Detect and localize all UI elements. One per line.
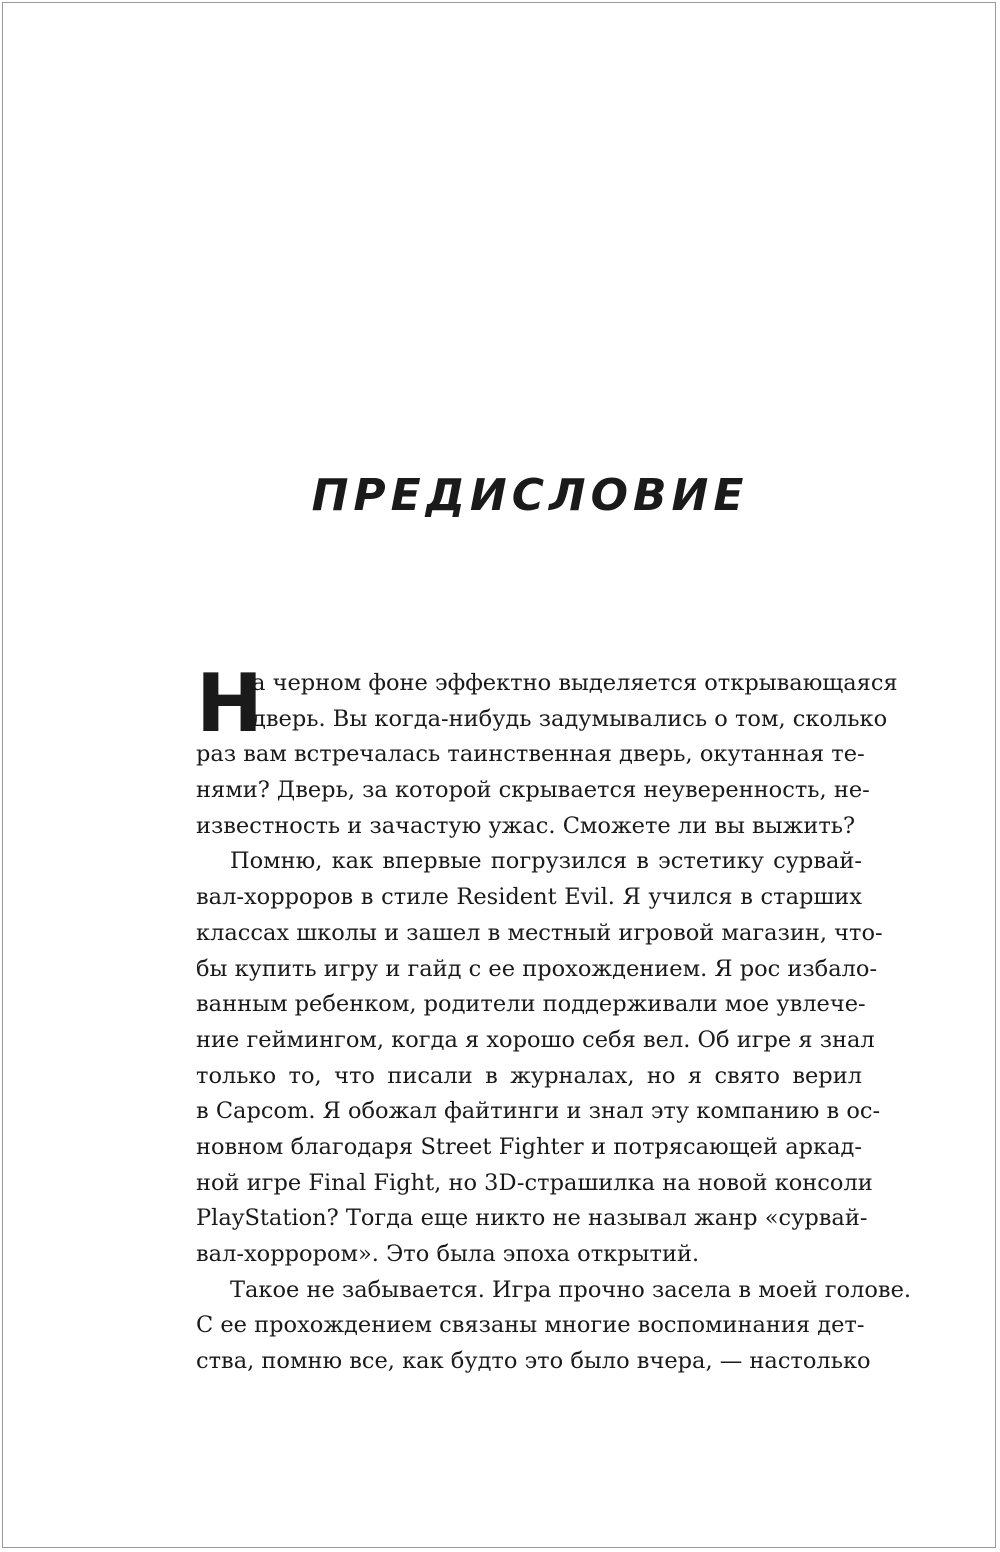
- text-line: Такое не забывается. Игра прочно засела в моей голове.: [230, 1276, 912, 1303]
- text-line: ванным ребенком, родители поддерживали мое увлече-: [196, 991, 866, 1018]
- text-line: вал-хоррором». Это была эпоха открытий.: [196, 1241, 700, 1267]
- text-line: только то, что писали в журналах, но я свято верил: [196, 1062, 862, 1089]
- text-line: вал-хорроров в стиле Resident Evil. Я учился в старших: [196, 884, 862, 911]
- text-line: ной игре Final Fight, но 3D-страшилка на новой консоли: [196, 1169, 873, 1196]
- text-line: классах школы и зашел в местный игровой магазин, что-: [196, 919, 883, 946]
- text-line: нями? Дверь, за которой скрывается неуверенность, не-: [196, 777, 870, 804]
- text-line: в Capcom. Я обожал файтинги и знал эту компанию в ос-: [196, 1098, 881, 1125]
- text-body: [196, 657, 912, 1380]
- text-line: ства, помню все, как будто это было вчера, — настолько: [196, 1348, 871, 1375]
- text-line: новном благодаря Street Fighter и потрясающей аркад-: [196, 1133, 862, 1160]
- text-line: дверь. Вы когда-нибудь задумывались о том, сколько: [252, 705, 888, 732]
- text-line: ние геймингом, когда я хорошо себя вел. Об игре я знал: [196, 1026, 875, 1053]
- text-line: С ее прохождением связаны многие воспоминания дет-: [196, 1312, 865, 1339]
- text-line: а черном фоне эффектно выделяется открывающаяся: [252, 670, 898, 696]
- chapter-title: ПРЕДИСЛОВИЕ: [311, 470, 749, 521]
- text-line: раз вам встречалась таинственная дверь, окутанная те-: [196, 741, 865, 768]
- text-line: бы купить игру и гайд с ее прохождением. Я рос избало-: [196, 955, 878, 982]
- text-line: Помню, как впервые погрузился в эстетику сурвай-: [230, 848, 862, 875]
- text-line: PlayStation? Тогда еще никто не называл жанр «сурвай-: [196, 1205, 868, 1232]
- drop-cap: Н: [196, 657, 263, 750]
- text-line: известность и зачастую ужас. Сможете ли вы выжить?: [196, 812, 856, 839]
